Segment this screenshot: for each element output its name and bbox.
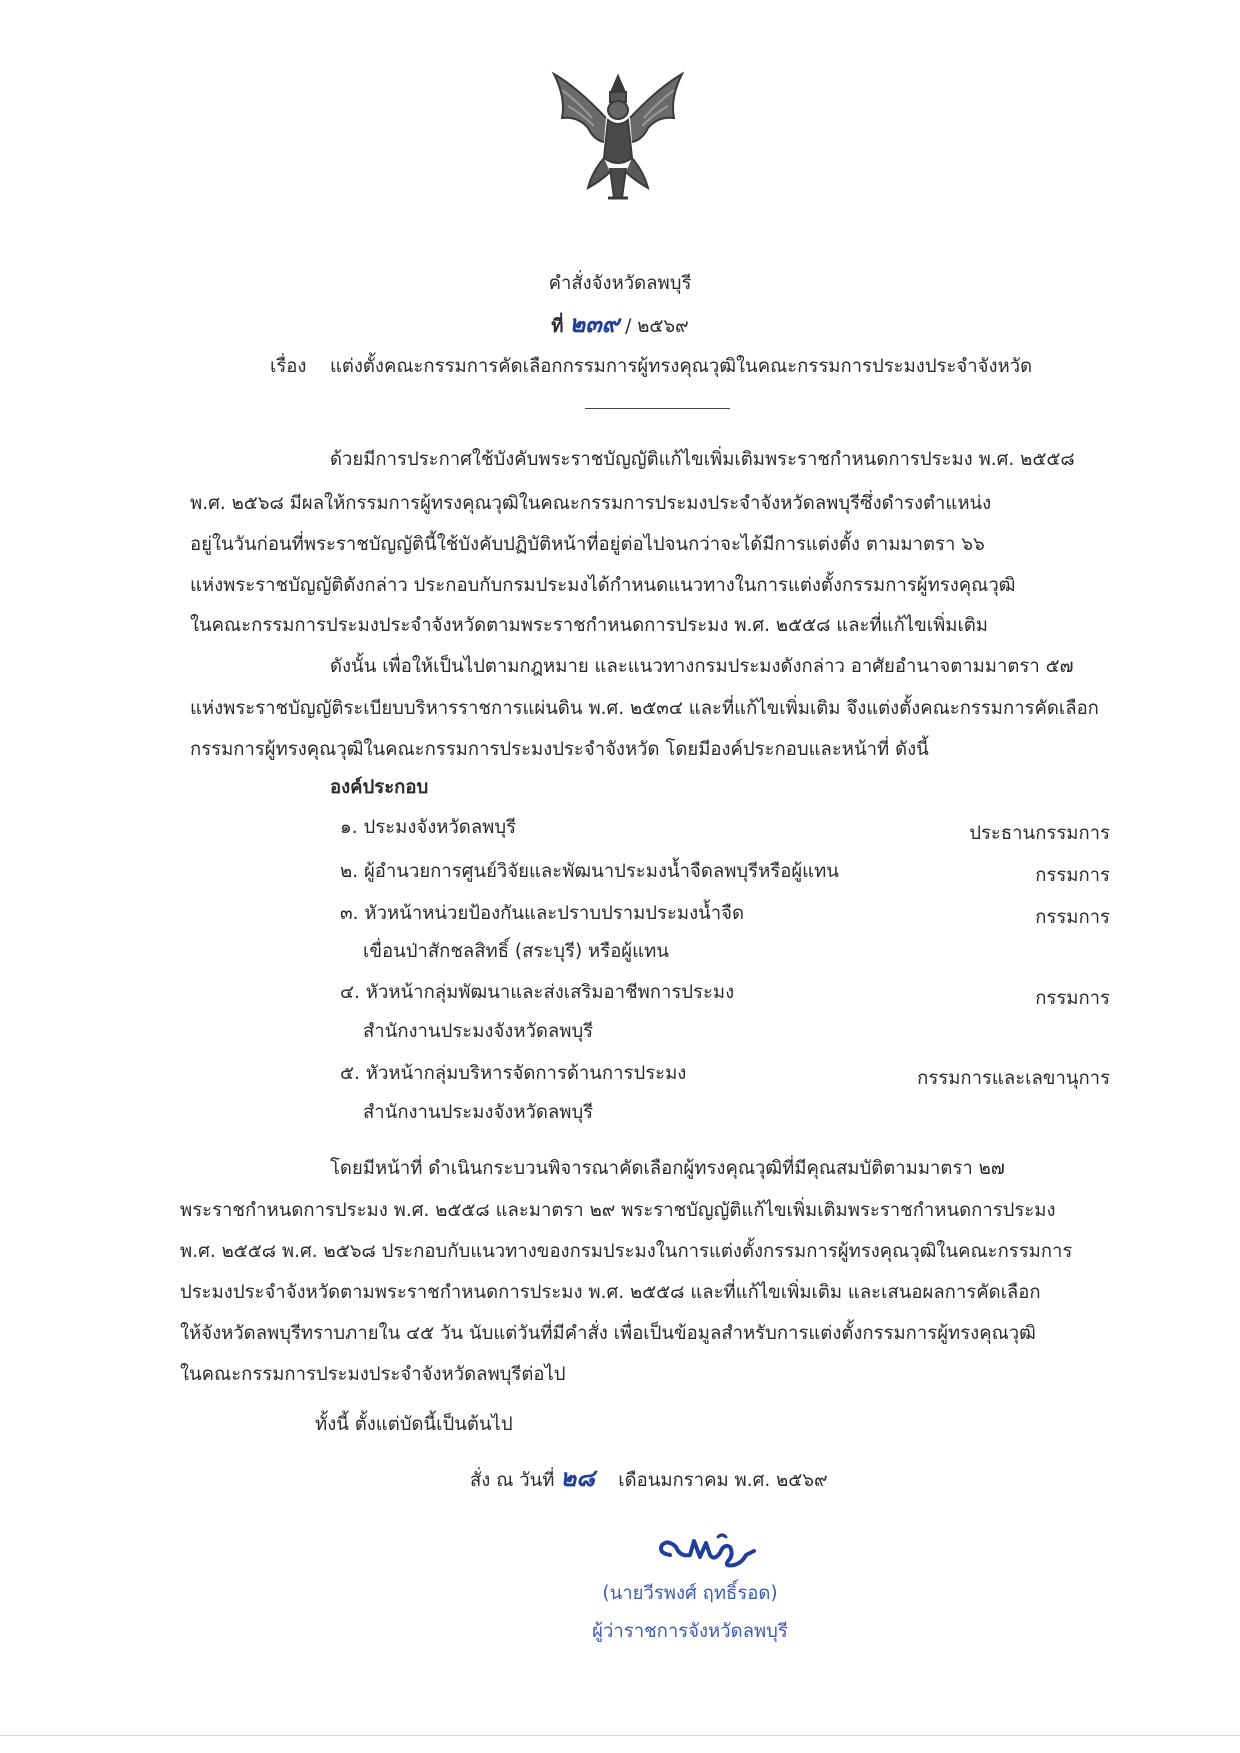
member-1-name: ๑. ประมงจังหวัดลพบุรี xyxy=(340,817,517,838)
order-date xyxy=(470,1464,828,1495)
para3-line-5: ให้จังหวัดลพบุรีทราบภายใน ๔๕ วัน นับแต่วันที่มีคำสั่ง เพื่อเป็นข้อมูลสำหรับการแต่งตั้งกรรมการผู้ทรงคุณวุฒิ xyxy=(180,1323,1036,1344)
order-number-year: / ๒๕๖๙ xyxy=(625,316,689,337)
subject-line xyxy=(270,355,1032,379)
para1-line-5: ในคณะกรรมการประมงประจำจังหวัดตามพระราชกำหนดการประมง พ.ศ. ๒๕๕๘ และที่แก้ไขเพิ่มเติม xyxy=(190,615,988,636)
member-2-name: ๒. ผู้อำนวยการศูนย์วิจัยและพัฒนาประมงน้ำจืดลพบุรีหรือผู้แทน xyxy=(340,861,839,882)
para2-line-3: กรรมการผู้ทรงคุณวุฒิในคณะกรรมการประมงประจำจังหวัด โดยมีองค์ประกอบและหน้าที่ ดังนี้ xyxy=(190,739,929,760)
para2-line-1: ดังนั้น เพื่อให้เป็นไปตามกฎหมาย และแนวทางกรมประมงดังกล่าว อาศัยอำนาจตามมาตรา ๕๗ xyxy=(330,656,1074,677)
para3-line-2: พระราชกำหนดการประมง พ.ศ. ๒๕๕๘ และมาตรา ๒๙ พระราชบัญญัติแก้ไขเพิ่มเติมพระราชกำหนดการประมง xyxy=(180,1200,1056,1221)
composition-heading: องค์ประกอบ xyxy=(330,777,429,798)
order-number-prefix: ที่ xyxy=(551,316,564,337)
para3-line-4: ประมงประจำจังหวัดตามพระราชกำหนดการประมง พ.ศ. ๒๕๕๘ และที่แก้ไขเพิ่มเติม และเสนอผลการคัดเลือก xyxy=(180,1282,1041,1303)
para3-line-3: พ.ศ. ๒๕๕๘ พ.ศ. ๒๕๖๘ ประกอบกับแนวทางของกรมประมงในการแต่งตั้งกรรมการผู้ทรงคุณวุฒิในคณะกรรมการ xyxy=(180,1241,1073,1262)
scan-edge-line xyxy=(0,1735,1240,1736)
para1-line-1: ด้วยมีการประกาศใช้บังคับพระราชบัญญัติแก้ไขเพิ่มเติมพระราชกำหนดการประมง พ.ศ. ๒๕๕๘ xyxy=(330,449,1075,470)
para1-line-2: พ.ศ. ๒๕๖๘ มีผลให้กรรมการผู้ทรงคุณวุฒิในคณะกรรมการประมงประจำจังหวัดลพบุรีซึ่งดำรงตำแหน่ง xyxy=(190,493,992,514)
para3-line-1: โดยมีหน้าที่ ดำเนินกระบวนพิจารณาคัดเลือกผู้ทรงคุณวุฒิที่มีคุณสมบัติตามมาตรา ๒๗ xyxy=(330,1158,1005,1179)
subject-label: เรื่อง xyxy=(270,356,307,377)
para1-line-4: แห่งพระราชบัญญัติดังกล่าว ประกอบกับกรมประมงได้กำหนดแนวทางในการแต่งตั้งกรรมการผู้ทรงคุณวุฒิ xyxy=(190,575,1016,596)
subject-text: แต่งตั้งคณะกรรมการคัดเลือกกรรมการผู้ทรงคุณวุฒิในคณะกรรมการประมงประจำจังหวัด xyxy=(329,356,1033,377)
date-month-year: เดือนมกราคม พ.ศ. ๒๕๖๙ xyxy=(618,1470,828,1491)
member-5-name-line-2: สำนักงานประมงจังหวัดลพบุรี xyxy=(363,1102,594,1123)
member-4-name-line-2: สำนักงานประมงจังหวัดลพบุรี xyxy=(363,1021,594,1042)
para2-line-2: แห่งพระราชบัญญัติระเบียบบริหารราชการแผ่นดิน พ.ศ. ๒๕๓๔ และที่แก้ไขเพิ่มเติม จึงแต่งตั้งคณะกรรมการคัดเลือก xyxy=(190,698,1099,719)
para3-line-6: ในคณะกรรมการประมงประจำจังหวัดลพบุรีต่อไป xyxy=(180,1364,566,1385)
member-2-role: กรรมการ xyxy=(1035,865,1110,886)
para1-line-3: อยู่ในวันก่อนที่พระราชบัญญัตินี้ใช้บังคับปฏิบัติหน้าที่อยู่ต่อไปจนกว่าจะได้มีการแต่งตั้ง ตามมาตรา ๖๖ xyxy=(190,534,985,555)
member-1-role: ประธานกรรมการ xyxy=(969,823,1110,844)
garuda-emblem-icon xyxy=(548,68,688,208)
member-5-name-line-1: ๕. หัวหน้ากลุ่มบริหารจัดการด้านการประมง xyxy=(340,1063,687,1084)
member-4-name-line-1: ๔. หัวหน้ากลุ่มพัฒนาและส่งเสริมอาชีพการประมง xyxy=(340,982,735,1003)
header-divider xyxy=(585,408,730,409)
member-3-role: กรรมการ xyxy=(1035,907,1110,928)
order-number xyxy=(420,310,820,341)
member-5-role: กรรมการและเลขานุการ xyxy=(917,1068,1110,1089)
member-4-role: กรรมการ xyxy=(1035,988,1110,1009)
date-day-handwritten: ๒๘ xyxy=(560,1464,595,1492)
order-title: คำสั่งจังหวัดลพบุรี xyxy=(548,273,692,294)
member-3-name-line-2: เขื่อนป่าสักชลสิทธิ์ (สระบุรี) หรือผู้แทน xyxy=(363,941,669,962)
member-3-name-line-1: ๓. หัวหน้าหน่วยป้องกันและปราบปรามประมงน้ำจืด xyxy=(340,903,745,924)
effective-statement: ทั้งนี้ ตั้งแต่บัดนี้เป็นต้นไป xyxy=(315,1414,513,1435)
handwritten-signature xyxy=(650,1525,770,1575)
signatory-position: ผู้ว่าราชการจังหวัดลพบุรี xyxy=(592,1621,788,1642)
date-prefix: สั่ง ณ วันที่ xyxy=(470,1470,555,1491)
order-number-handwritten: ๒๓๙ xyxy=(569,310,620,338)
signatory-name: (นายวีรพงศ์ ฤทธิ์รอด) xyxy=(602,1583,778,1604)
